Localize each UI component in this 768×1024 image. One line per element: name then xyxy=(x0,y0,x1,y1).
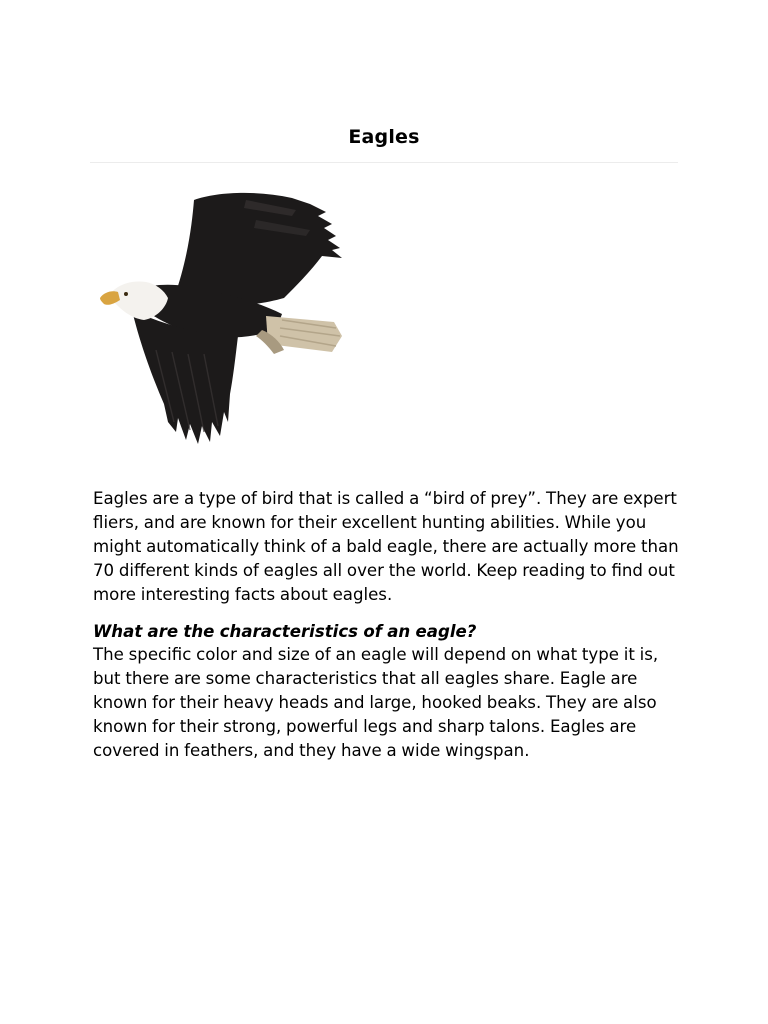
section-heading: What are the characteristics of an eagle? xyxy=(93,622,477,641)
page-title: Eagles xyxy=(348,126,420,148)
title-divider xyxy=(90,162,678,163)
intro-paragraph: Eagles are a type of bird that is called a “bird of prey”. They are expert fliers, and are known for their excellent hunting abilities. While you might automatically think of a bald eagle, there are actually more than 70 different kinds of eagles all over the world. Keep reading to find out more interesting facts about eagles. xyxy=(93,489,679,604)
bald-eagle-icon xyxy=(96,186,352,450)
characteristics-paragraph: The specific color and size of an eagle will depend on what type it is, but there are some characteristics that all eagles share. Eagle are known for their heavy heads and large, hooked beaks. They are also known for their strong, powerful legs and sharp talons. Eagles are covered in feathers, and they have a wide wingspan. xyxy=(93,645,659,760)
